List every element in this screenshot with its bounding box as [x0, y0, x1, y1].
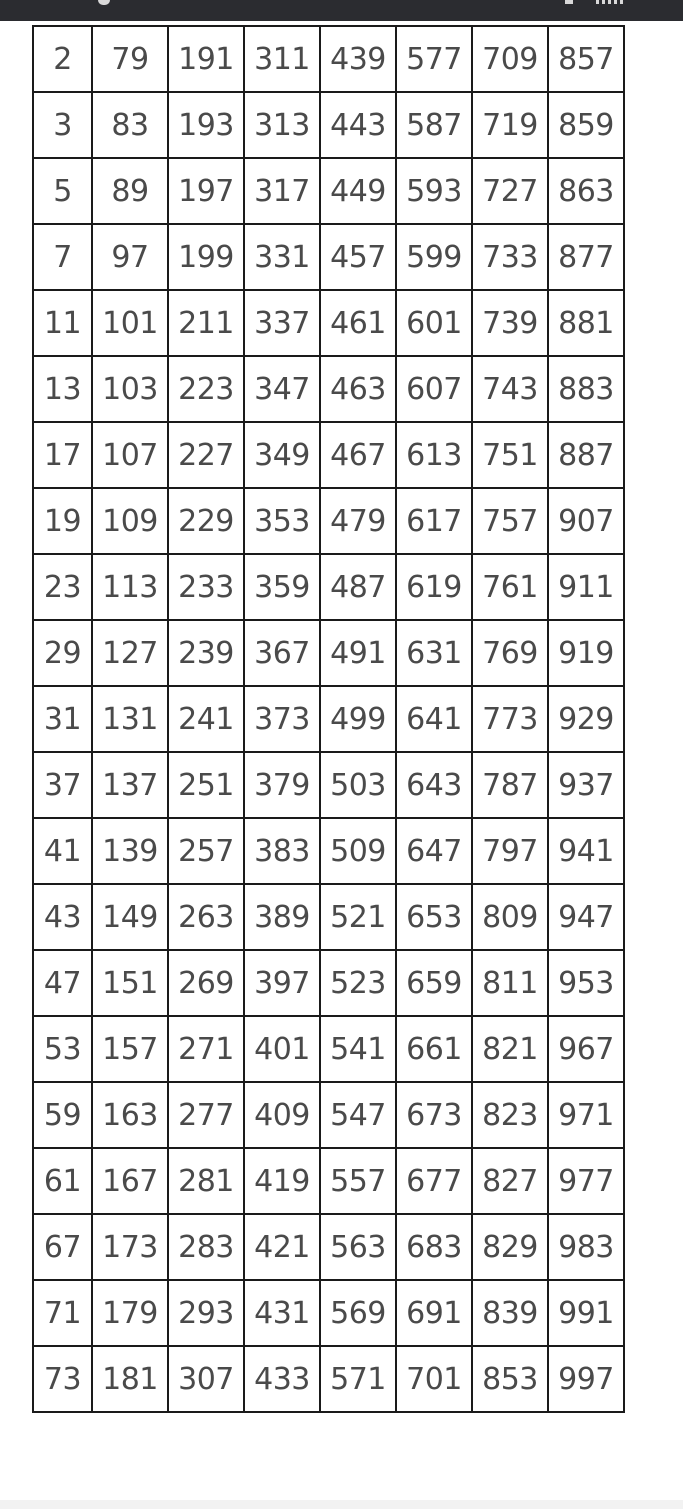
table-cell: 617 — [396, 488, 472, 554]
table-cell: 719 — [472, 92, 548, 158]
table-cell: 569 — [320, 1280, 396, 1346]
table-cell: 401 — [244, 1016, 320, 1082]
table-cell: 859 — [548, 92, 624, 158]
table-cell: 733 — [472, 224, 548, 290]
table-cell: 167 — [92, 1148, 168, 1214]
table-cell: 419 — [244, 1148, 320, 1214]
table-cell: 709 — [472, 26, 548, 92]
table-cell: 367 — [244, 620, 320, 686]
prime-table-container — [32, 25, 625, 1413]
table-cell: 43 — [33, 884, 92, 950]
table-cell: 233 — [168, 554, 244, 620]
table-row — [33, 224, 624, 290]
table-cell: 653 — [396, 884, 472, 950]
table-cell: 53 — [33, 1016, 92, 1082]
table-cell: 269 — [168, 950, 244, 1016]
table-cell: 359 — [244, 554, 320, 620]
table-cell: 557 — [320, 1148, 396, 1214]
table-cell: 881 — [548, 290, 624, 356]
table-cell: 197 — [168, 158, 244, 224]
table-cell: 257 — [168, 818, 244, 884]
table-cell: 193 — [168, 92, 244, 158]
table-cell: 863 — [548, 158, 624, 224]
table-cell: 521 — [320, 884, 396, 950]
table-cell: 727 — [472, 158, 548, 224]
table-cell: 997 — [548, 1346, 624, 1412]
table-cell: 547 — [320, 1082, 396, 1148]
table-cell: 491 — [320, 620, 396, 686]
table-cell: 281 — [168, 1148, 244, 1214]
table-cell: 31 — [33, 686, 92, 752]
table-cell: 571 — [320, 1346, 396, 1412]
table-cell: 971 — [548, 1082, 624, 1148]
table-cell: 991 — [548, 1280, 624, 1346]
table-cell: 379 — [244, 752, 320, 818]
table-cell: 101 — [92, 290, 168, 356]
table-cell: 887 — [548, 422, 624, 488]
table-cell: 29 — [33, 620, 92, 686]
table-cell: 643 — [396, 752, 472, 818]
table-cell: 317 — [244, 158, 320, 224]
table-cell: 983 — [548, 1214, 624, 1280]
table-row — [33, 356, 624, 422]
table-cell: 809 — [472, 884, 548, 950]
table-cell: 541 — [320, 1016, 396, 1082]
table-cell: 487 — [320, 554, 396, 620]
table-cell: 283 — [168, 1214, 244, 1280]
table-cell: 631 — [396, 620, 472, 686]
table-cell: 691 — [396, 1280, 472, 1346]
table-cell: 151 — [92, 950, 168, 1016]
table-cell: 967 — [548, 1016, 624, 1082]
table-row — [33, 884, 624, 950]
table-cell: 223 — [168, 356, 244, 422]
table-row — [33, 1016, 624, 1082]
table-cell: 83 — [92, 92, 168, 158]
table-cell: 761 — [472, 554, 548, 620]
table-row — [33, 158, 624, 224]
table-cell: 337 — [244, 290, 320, 356]
table-cell: 179 — [92, 1280, 168, 1346]
table-cell: 857 — [548, 26, 624, 92]
table-cell: 439 — [320, 26, 396, 92]
table-cell: 947 — [548, 884, 624, 950]
table-cell: 107 — [92, 422, 168, 488]
table-cell: 199 — [168, 224, 244, 290]
table-cell: 3 — [33, 92, 92, 158]
table-cell: 13 — [33, 356, 92, 422]
table-cell: 613 — [396, 422, 472, 488]
table-cell: 311 — [244, 26, 320, 92]
table-cell: 41 — [33, 818, 92, 884]
table-cell: 229 — [168, 488, 244, 554]
table-cell: 397 — [244, 950, 320, 1016]
table-cell: 457 — [320, 224, 396, 290]
table-cell: 883 — [548, 356, 624, 422]
table-cell: 797 — [472, 818, 548, 884]
table-cell: 97 — [92, 224, 168, 290]
table-body — [33, 26, 624, 1412]
table-cell: 293 — [168, 1280, 244, 1346]
table-cell: 79 — [92, 26, 168, 92]
table-cell: 563 — [320, 1214, 396, 1280]
table-cell: 587 — [396, 92, 472, 158]
table-cell: 347 — [244, 356, 320, 422]
table-cell: 827 — [472, 1148, 548, 1214]
table-cell: 239 — [168, 620, 244, 686]
bottom-edge — [0, 1500, 683, 1509]
table-cell: 701 — [396, 1346, 472, 1412]
table-cell: 17 — [33, 422, 92, 488]
table-cell: 421 — [244, 1214, 320, 1280]
table-cell: 353 — [244, 488, 320, 554]
table-cell: 313 — [244, 92, 320, 158]
notification-icon — [98, 0, 110, 5]
table-cell: 449 — [320, 158, 396, 224]
table-cell: 227 — [168, 422, 244, 488]
table-cell: 829 — [472, 1214, 548, 1280]
table-cell: 431 — [244, 1280, 320, 1346]
table-row — [33, 1280, 624, 1346]
table-cell: 953 — [548, 950, 624, 1016]
table-cell: 607 — [396, 356, 472, 422]
table-cell: 461 — [320, 290, 396, 356]
table-cell: 349 — [244, 422, 320, 488]
table-cell: 773 — [472, 686, 548, 752]
table-cell: 677 — [396, 1148, 472, 1214]
table-cell: 811 — [472, 950, 548, 1016]
table-row — [33, 290, 624, 356]
table-cell: 307 — [168, 1346, 244, 1412]
battery-icon — [565, 0, 573, 4]
table-cell: 787 — [472, 752, 548, 818]
table-cell: 499 — [320, 686, 396, 752]
table-cell: 23 — [33, 554, 92, 620]
table-cell: 503 — [320, 752, 396, 818]
table-cell: 89 — [92, 158, 168, 224]
table-row — [33, 422, 624, 488]
table-cell: 191 — [168, 26, 244, 92]
table-cell: 383 — [244, 818, 320, 884]
table-cell: 271 — [168, 1016, 244, 1082]
table-cell: 7 — [33, 224, 92, 290]
table-cell: 173 — [92, 1214, 168, 1280]
table-row — [33, 620, 624, 686]
table-cell: 739 — [472, 290, 548, 356]
table-row — [33, 1082, 624, 1148]
table-cell: 853 — [472, 1346, 548, 1412]
table-row — [33, 1214, 624, 1280]
table-cell: 2 — [33, 26, 92, 92]
table-cell: 113 — [92, 554, 168, 620]
table-cell: 131 — [92, 686, 168, 752]
table-row — [33, 488, 624, 554]
table-cell: 757 — [472, 488, 548, 554]
table-cell: 19 — [33, 488, 92, 554]
table-cell: 601 — [396, 290, 472, 356]
table-cell: 509 — [320, 818, 396, 884]
table-cell: 103 — [92, 356, 168, 422]
table-row — [33, 92, 624, 158]
table-cell: 593 — [396, 158, 472, 224]
table-cell: 941 — [548, 818, 624, 884]
table-cell: 907 — [548, 488, 624, 554]
table-cell: 109 — [92, 488, 168, 554]
table-cell: 59 — [33, 1082, 92, 1148]
table-cell: 619 — [396, 554, 472, 620]
table-cell: 67 — [33, 1214, 92, 1280]
table-cell: 683 — [396, 1214, 472, 1280]
table-cell: 211 — [168, 290, 244, 356]
table-cell: 839 — [472, 1280, 548, 1346]
table-cell: 769 — [472, 620, 548, 686]
table-cell: 61 — [33, 1148, 92, 1214]
table-cell: 389 — [244, 884, 320, 950]
table-cell: 251 — [168, 752, 244, 818]
table-cell: 743 — [472, 356, 548, 422]
table-cell: 919 — [548, 620, 624, 686]
table-cell: 661 — [396, 1016, 472, 1082]
table-row — [33, 26, 624, 92]
table-cell: 139 — [92, 818, 168, 884]
table-cell: 577 — [396, 26, 472, 92]
table-cell: 149 — [92, 884, 168, 950]
table-cell: 73 — [33, 1346, 92, 1412]
table-cell: 641 — [396, 686, 472, 752]
table-cell: 463 — [320, 356, 396, 422]
table-cell: 263 — [168, 884, 244, 950]
table-cell: 157 — [92, 1016, 168, 1082]
table-cell: 127 — [92, 620, 168, 686]
table-cell: 331 — [244, 224, 320, 290]
table-cell: 977 — [548, 1148, 624, 1214]
table-cell: 433 — [244, 1346, 320, 1412]
table-cell: 47 — [33, 950, 92, 1016]
table-row — [33, 1346, 624, 1412]
table-cell: 241 — [168, 686, 244, 752]
more-dots-icon — [596, 0, 624, 4]
table-cell: 137 — [92, 752, 168, 818]
table-cell: 659 — [396, 950, 472, 1016]
table-cell: 751 — [472, 422, 548, 488]
table-cell: 181 — [92, 1346, 168, 1412]
table-cell: 823 — [472, 1082, 548, 1148]
table-cell: 409 — [244, 1082, 320, 1148]
table-cell: 163 — [92, 1082, 168, 1148]
table-cell: 647 — [396, 818, 472, 884]
table-row — [33, 950, 624, 1016]
table-cell: 911 — [548, 554, 624, 620]
table-cell: 479 — [320, 488, 396, 554]
table-cell: 277 — [168, 1082, 244, 1148]
table-cell: 5 — [33, 158, 92, 224]
table-row — [33, 818, 624, 884]
table-row — [33, 1148, 624, 1214]
table-cell: 877 — [548, 224, 624, 290]
table-cell: 821 — [472, 1016, 548, 1082]
table-row — [33, 752, 624, 818]
table-cell: 37 — [33, 752, 92, 818]
table-cell: 673 — [396, 1082, 472, 1148]
prime-numbers-table — [32, 25, 625, 1413]
table-cell: 373 — [244, 686, 320, 752]
status-bar — [0, 0, 683, 21]
table-cell: 71 — [33, 1280, 92, 1346]
table-cell: 599 — [396, 224, 472, 290]
table-cell: 443 — [320, 92, 396, 158]
table-row — [33, 554, 624, 620]
table-cell: 929 — [548, 686, 624, 752]
table-cell: 523 — [320, 950, 396, 1016]
table-row — [33, 686, 624, 752]
table-cell: 467 — [320, 422, 396, 488]
table-cell: 937 — [548, 752, 624, 818]
table-cell: 11 — [33, 290, 92, 356]
